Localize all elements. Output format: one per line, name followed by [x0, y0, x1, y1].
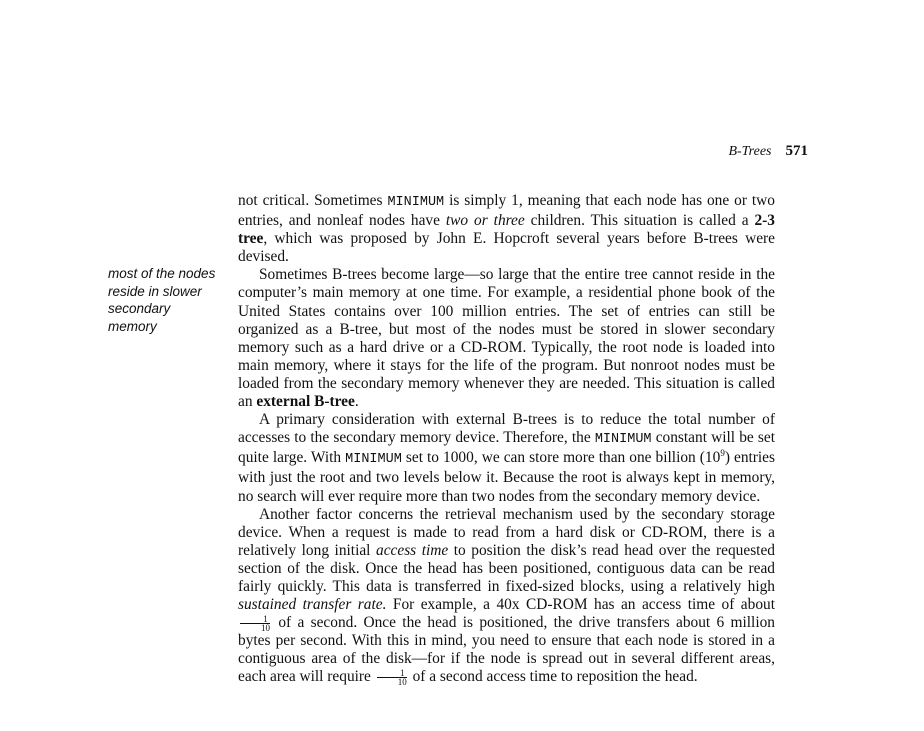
text-run: Another factor concerns the retrieval mechanism used by the secondary storage device. When a request is made to read from a hard disk or CD-ROM, there is a relatively long initial [238, 505, 775, 559]
text-run: to position the disk’s read head over the requested section of the disk. Once the head has been positioned, contiguous data can be read fairly quickly. This data is transferred in fixed-sized blocks, using a relatively high [238, 541, 775, 595]
paragraph-2 [238, 266, 775, 411]
term-2-3-tree: 2-3 tree [238, 212, 775, 248]
code-minimum: MINIMUM [345, 452, 402, 468]
text-run: . [354, 393, 359, 411]
code-minimum: MINIMUM [387, 195, 445, 210]
text-run: A primary consideration with external B-trees is to reduce the total number of accesses to the secondary memory device. Therefore, the [238, 411, 775, 447]
superscript: 9 [720, 448, 725, 459]
text-run: not critical. Sometimes [238, 192, 388, 209]
body-text [238, 192, 775, 687]
code-minimum: MINIMUM [594, 432, 652, 448]
fraction-numerator: 1 [377, 669, 407, 678]
emphasis: two or three [445, 212, 525, 230]
text-run: is simply 1, meaning that each node has one or two entries, and nonleaf nodes have [238, 192, 775, 230]
text-run: of a second. Once the head is positioned, the drive transfers about 6 million bytes per second. With this in mind, you need to ensure that each node is stored in a contiguous area of the disk—for if the node is spread out in several different areas, each area will require [238, 614, 775, 686]
fraction-denominator: 10 [397, 677, 407, 688]
text-run: , which was proposed by John E. Hopcroft several years before B-trees were devised. [238, 230, 775, 266]
text-run: Sometimes B-trees become large—so large that the entire tree cannot reside in the computer’s main memory at one time. For example, a residential phone book of the United States contains over 100 million entries. The set of entries can still be organized as a B-tree, but most of the nodes must be stored in slower secondary memory such as a hard drive or a CD-ROM. Typically, the root node is loaded into main memory, where it stays for the life of the program. But nonroot nodes must be loaded from the secondary memory whenever they are needed. This situation is called an [238, 266, 775, 411]
text-run: of a second access time to reposition the head. [408, 668, 698, 686]
text-run: set to 1000, we can store more than one billion (10 [401, 449, 721, 467]
text-run: ) entries with just the root and two levels below it. Because the root is always kept in memory, no search will ever require more than two nodes from the secondary memory device. [238, 449, 776, 505]
text-run: children. This situation is called a [524, 212, 755, 230]
fraction-numerator: 1 [240, 615, 270, 624]
fraction-one-tenth [377, 669, 407, 686]
section-title: B-Trees [728, 144, 772, 159]
paragraph-1 [238, 192, 775, 266]
term-access-time: access time [376, 541, 449, 559]
page-number: 571 [785, 143, 808, 159]
term-sustained-transfer-rate: sustained transfer rate. [238, 596, 387, 614]
paragraph-4 [238, 506, 775, 687]
text-run: For example, a 40x CD-ROM has an access time of about [386, 596, 775, 614]
fraction-one-tenth [240, 615, 270, 632]
fraction-denominator: 10 [261, 623, 270, 634]
running-header [728, 143, 808, 160]
term-external-b-tree: external B-tree [256, 393, 355, 411]
text-run: constant will be set quite large. With [238, 429, 776, 467]
paragraph-3 [238, 411, 775, 505]
margin-note: most of the nodes reside in slower secondary memory [108, 266, 216, 334]
